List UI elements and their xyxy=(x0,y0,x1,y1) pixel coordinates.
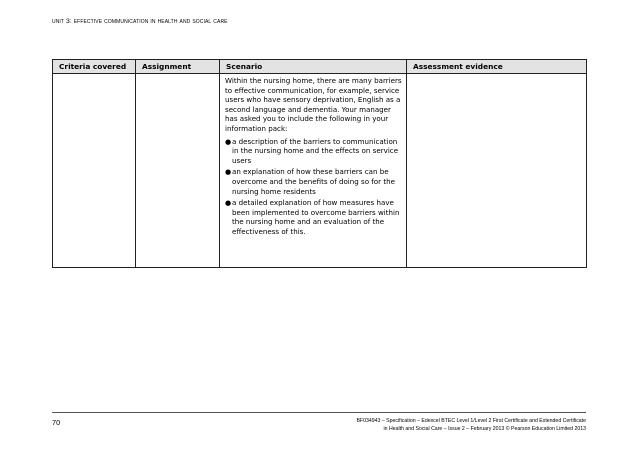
footer-line-2: in Health and Social Care – Issue 2 – February 2013 © Pearson Education Limited 2013 xyxy=(383,425,586,432)
bullet-text: an explanation of how these barriers can be overcome and the benefits of doing so for the nursing home residents xyxy=(232,167,395,196)
column-header-assignment: Assignment xyxy=(136,60,220,74)
column-header-scenario: Scenario xyxy=(220,60,407,74)
scenario-bullet-list xyxy=(225,137,402,237)
evidence-cell xyxy=(407,74,587,268)
scenario-intro: Within the nursing home, there are many barriers to effective communication, for example, service users who have sensory deprivation, English as a second language and dementia. Your manager has asked you to include the following in your information pack: xyxy=(225,76,402,133)
bullet-icon: ● xyxy=(225,198,232,208)
page-number: 70 xyxy=(52,418,61,427)
list-item xyxy=(225,167,402,196)
criteria-cell xyxy=(53,74,136,268)
bullet-text: a description of the barriers to communication in the nursing home and the effects on service users xyxy=(232,136,399,165)
assignment-cell xyxy=(136,74,220,268)
running-header xyxy=(52,18,228,25)
footer-citation xyxy=(356,418,586,434)
assessment-table xyxy=(52,59,587,268)
bullet-icon: ● xyxy=(225,136,232,146)
unit-prefix: unit 3: xyxy=(52,18,72,25)
bullet-text: a detailed explanation of how measures have been implemented to overcome barriers within the nursing home and an evaluation of the effectiveness of this. xyxy=(232,198,400,236)
footer-line-1: BF034943 – Specification – Edexcel BTEC Level 1/Level 2 First Certificate and Extended Certificate xyxy=(356,418,586,424)
column-header-criteria: Criteria covered xyxy=(53,60,136,74)
table-header-row xyxy=(53,60,587,74)
table-row xyxy=(53,74,587,268)
unit-title: effective communication in health and social care xyxy=(73,18,228,25)
scenario-cell xyxy=(220,74,407,268)
list-item xyxy=(225,198,402,236)
list-item xyxy=(225,137,402,166)
column-header-evidence: Assessment evidence xyxy=(407,60,587,74)
bullet-icon: ● xyxy=(225,167,232,177)
footer-divider xyxy=(52,412,586,413)
